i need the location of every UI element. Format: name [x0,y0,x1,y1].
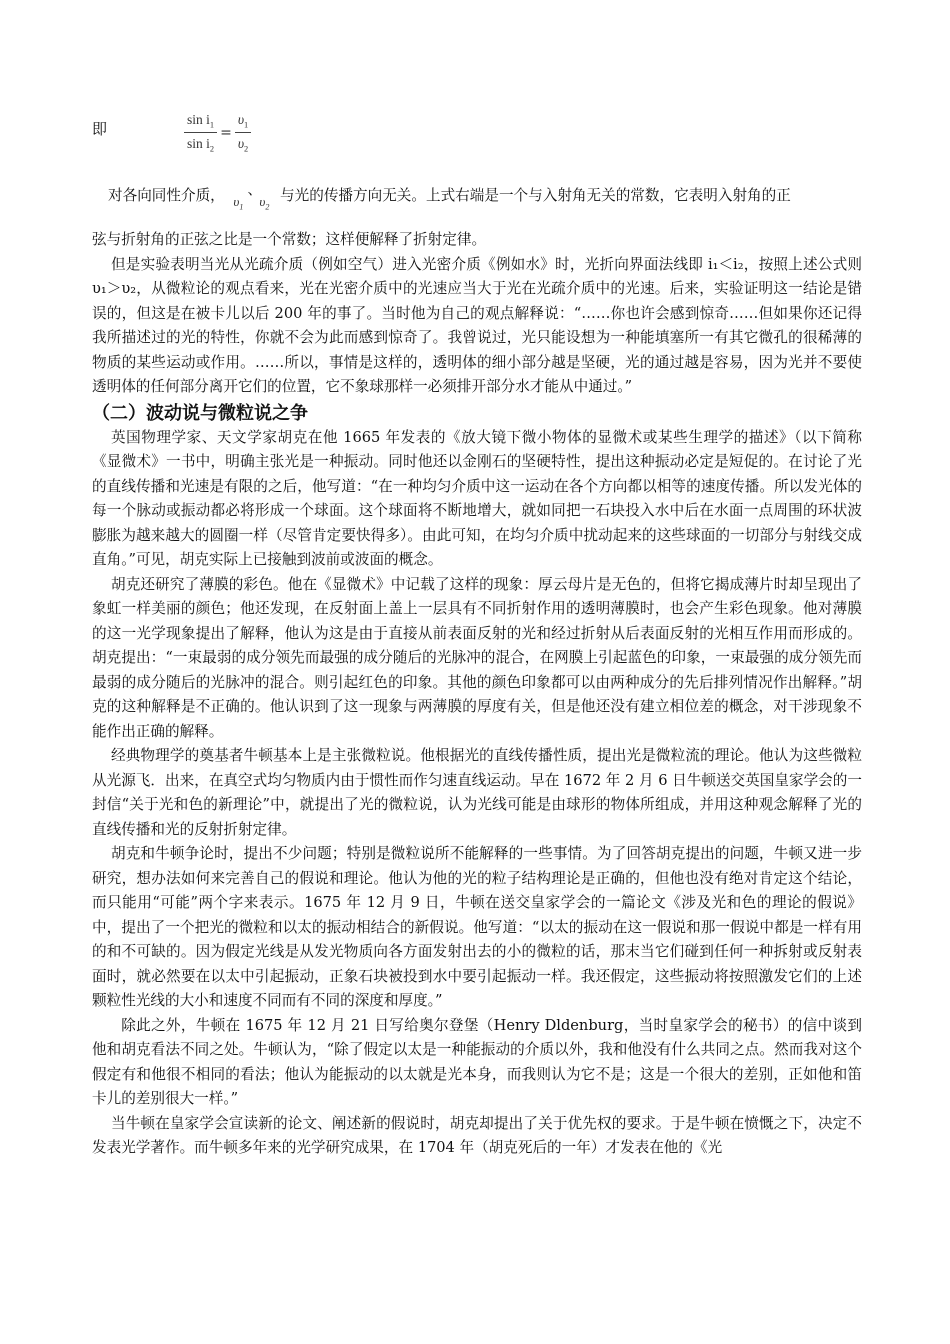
paragraph-hooke-1: 英国物理学家、天文学家胡克在他 1665 年发表的《放大镜下微小物体的显微术或某些生理学的描述》（以下简称《显微术》一书中，明确主张光是一种振动。同时他还以金刚石的坚硬特性，提出这种振动必定是短促的。在讨论了光的直线传播和光速是有限的之后，他写道：“在一种均匀介质中这一运动在各个方向都以相等的速度传播。所以发光体的每一个脉动或振动都必将形成一个球面。这个球面将不断地增大，就如同把一石块投入水中后在水面一点周围的环状波膨胀为越来越大的圆圈一样（尽管肯定要快得多）。由此可知，在均匀介质中扰动起来的这些球面的一切部分与射线交成直角。”可见，胡克实际上已接触到波前或波面的概念。 [92,428,862,568]
paragraph-hooke-2: 胡克还研究了薄膜的彩色。他在《显微术》中记载了这样的现象：厚云母片是无色的，但将它揭成薄片时却呈现出了象虹一样美丽的颜色；他还发现，在反射面上盖上一层具有不同折射作用的透明薄膜时，也会产生彩色现象。他对薄膜的这一光学现象提出了解释，他认为这是由于直接从前表面反射的光和经过折射从后表面反射的光相互作用而形成的。胡克提出：“一束最弱的成分领先而最强的成分随后的光脉冲的混合，在网膜上引起蓝色的印象，一束最强的成分领先而最弱的成分随后的光脉冲的混合。则引起红色的印象。其他的颜色印象都可以由两种成分的先后排列情况作出解释。”胡克的这种解释是不正确的。他认识到了这一现象与两薄膜的厚度有关，但是他还没有建立相位差的概念，对干涉现象不能作出正确的解释。 [92,575,862,740]
section-heading: （二）波动说与微粒说之争 [92,402,308,424]
speed-var-2: $\upsilon_2$ [259,194,270,212]
iso-text-before: 对各向同性介质， [108,187,225,204]
sine-ratio-fraction [184,112,217,153]
paragraph-newton-1: 经典物理学的奠基者牛顿基本上是主张微粒说。他根据光的直线传播性质，提出光是微粒流的理论。他认为这些微粒从光源飞．出来，在真空式均匀物质内由于惯性而作匀速直线运动。早在 1672 年 2 月 6 日牛顿送交英国皇家学会的一封信“关于光和色的新理论”中，就提出了光的微粒说，认为光线可能是由球形的物体所组成，并用这种观念解释了光的直线传播和光的反射折射定律。 [92,747,862,838]
formula-equation [184,112,251,153]
sine-denominator: $\sin i_2$ [187,135,215,154]
sine-numerator: $\sin i_1$ [184,112,217,133]
paragraph-newton-3: 除此之外，牛顿在 1675 年 12 月 21 日写给奥尔登堡（Henry Dldenburg，当时皇家学会的秘书）的信中谈到他和胡克看法不同之处。牛顿认为，“除了假定以太是一种能振动的介质以外，我和他没有什么共同之点。然而我对这个假定有和他很不相同的看法；他认为能振动的以太就是光本身，而我则认为它不是；这是一个很大的差别，正如他和笛卡儿的差别很大一样。” [92,1016,862,1107]
speed-variables [229,180,275,212]
paragraph-continuation: 弦与折射角的正弦之比是一个常数；这样便解释了折射定律。 [92,231,487,248]
speed-numerator: $\upsilon_1$ [235,112,251,133]
iso-text-after: 与光的传播方向无关。上式右端是一个与入射角无关的常数，它表明入射角的正 [280,187,791,204]
article-body [92,228,862,1161]
isotropic-medium-line [108,180,858,212]
paragraph-newton-4: 当牛顿在皇家学会宣读新的论文、阐述新的假说时，胡克却提出了关于优先权的要求。于是牛顿在愤慨之下，决定不发表光学著作。而牛顿多年来的光学研究成果，在 1704 年（胡克死后的一年）才发表在他的《光 [92,1114,862,1156]
speed-ratio-fraction [235,112,251,153]
paragraph-descartes: 但是实验表明当光从光疏介质（例如空气）进入光密介质《例如水》时，光折向界面法线即 i₁＜i₂，按照上述公式则 υ₁＞υ₂，从微粒论的观点看来，光在光密介质中的光速应当大于光在光疏介质中的光速。后来，实验证明这一结论是错误的，但这是在被卡儿以后 200 年的事了。当时他为自己的观点解释说：“……你也许会感到惊奇……但如果你还记得我所描述过的光的特性，你就不会为此而感到惊奇了。我曾说过，光只能设想为一种能填塞所一有其它微孔的很稀薄的物质的某些运动或作用。……所以，事情是这样的，透明体的细小部分越是坚硬，光的通过越是容易，因为光并不要使透明体的任何部分离开它们的位置，它不象球那样一必须排开部分水才能从中通过。” [92,255,862,395]
speed-denominator: $\upsilon_2$ [237,135,249,154]
speed-var-1: $\upsilon_1$ [233,194,244,212]
var-separator: 、 [247,181,263,198]
paragraph-newton-2: 胡克和牛顿争论时，提出不少问题；特别是微粒说所不能解释的一些事情。为了回答胡克提出的问题，牛顿又进一步研究，想办法如何来完善自己的假说和理论。他认为他的光的粒子结构理论是正确的，但他也没有绝对肯定这个结论，而只能用“可能”两个字来表示。1675 年 12 月 9 日，牛顿在送交皇家学会的一篇论文《涉及光和色的理论的假说》中，提出了一个把光的微粒和以太的振动相结合的新假说。他写道：“以太的振动在这一假说和那一假说中都是一样有用的和不可缺的。因为假定光线是从发光物质向各方面发射出去的小的微粒的话，那末当它们碰到任何一种拆射或反射表面时，就必然要在以太中引起振动，正象石块被投到水中要引起振动一样。我还假定，这些振动将按照激发它们的上述颗粒性光线的大小和速度不同而有不同的深度和厚度。” [92,845,862,1009]
snell-formula [92,112,392,166]
equals-sign: = [220,124,232,141]
formula-prefix: 即 [92,120,108,138]
